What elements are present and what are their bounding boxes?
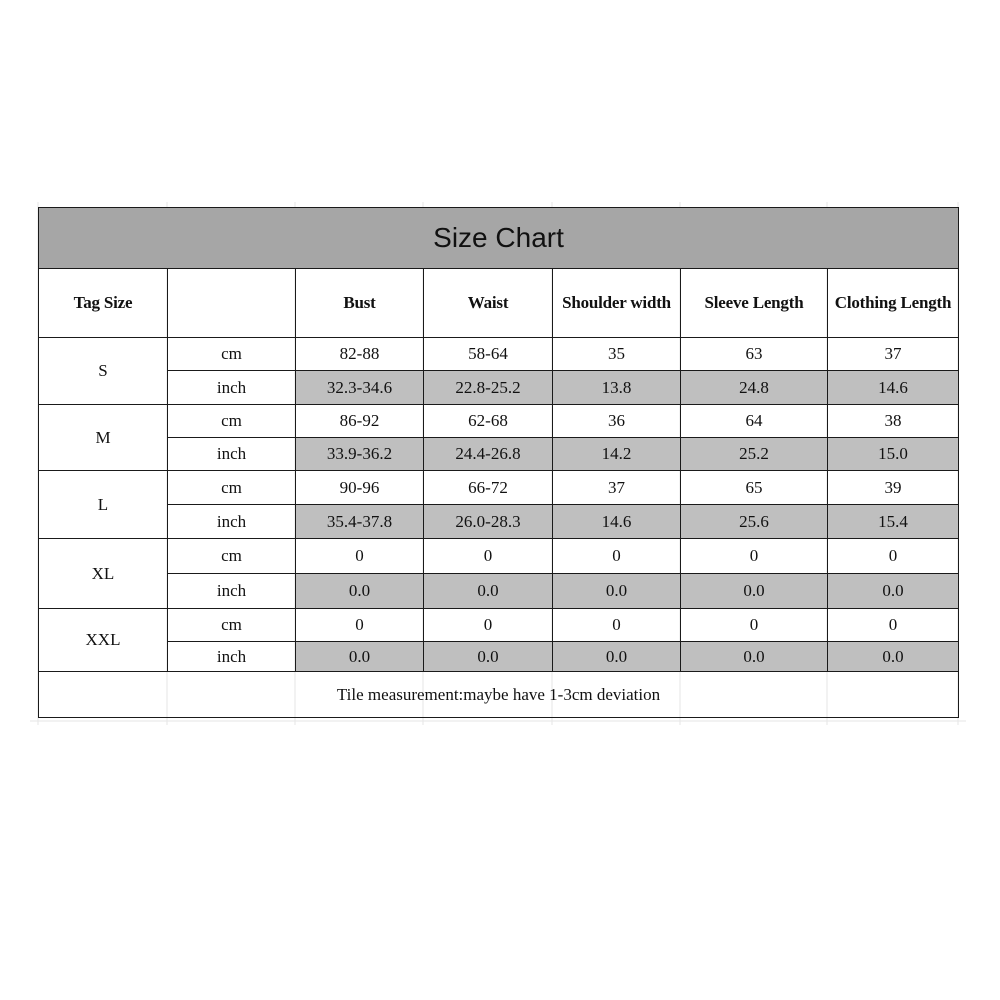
measurement-cell: 26.0-28.3	[424, 505, 553, 539]
measurement-cell: 0.0	[553, 642, 681, 672]
measurement-cell: 22.8-25.2	[424, 371, 553, 405]
header-bust: Bust	[296, 269, 424, 338]
size-rows	[39, 338, 959, 672]
measurement-cell: 14.6	[553, 505, 681, 539]
measurement-cell: 66-72	[424, 471, 553, 505]
measurement-cell: 35.4-37.8	[296, 505, 424, 539]
tag-size-cell: M	[39, 405, 168, 471]
measurement-note: Tile measurement:maybe have 1-3cm deviation	[39, 672, 959, 718]
measurement-cell: 63	[681, 338, 828, 371]
measurement-cell: 64	[681, 405, 828, 438]
measurement-cell: 0	[424, 539, 553, 574]
size-row-inch	[39, 642, 959, 672]
measurement-cell: 0.0	[296, 574, 424, 609]
measurement-cell: 24.8	[681, 371, 828, 405]
unit-cell: inch	[168, 438, 296, 471]
size-row-cm	[39, 405, 959, 438]
tag-size-cell: S	[39, 338, 168, 405]
measurement-cell: 39	[828, 471, 959, 505]
unit-cell: cm	[168, 471, 296, 505]
measurement-cell: 0	[828, 539, 959, 574]
measurement-cell: 0	[424, 609, 553, 642]
header-tag-size: Tag Size	[39, 269, 168, 338]
unit-cell: inch	[168, 574, 296, 609]
measurement-cell: 14.6	[828, 371, 959, 405]
size-chart-title: Size Chart	[39, 208, 959, 269]
note-row	[39, 672, 959, 718]
size-row-cm	[39, 338, 959, 371]
measurement-cell: 0.0	[681, 642, 828, 672]
measurement-cell: 65	[681, 471, 828, 505]
tag-size-cell: L	[39, 471, 168, 539]
measurement-cell: 0	[553, 609, 681, 642]
measurement-cell: 15.4	[828, 505, 959, 539]
measurement-cell: 0	[296, 539, 424, 574]
measurement-cell: 0	[828, 609, 959, 642]
measurement-cell: 0	[296, 609, 424, 642]
header-sleeve-length: Sleeve Length	[681, 269, 828, 338]
measurement-cell: 33.9-36.2	[296, 438, 424, 471]
unit-cell: cm	[168, 609, 296, 642]
measurement-cell: 38	[828, 405, 959, 438]
unit-cell: cm	[168, 539, 296, 574]
unit-cell: inch	[168, 642, 296, 672]
size-row-cm	[39, 471, 959, 505]
measurement-cell: 0	[553, 539, 681, 574]
measurement-cell: 0	[681, 609, 828, 642]
measurement-cell: 35	[553, 338, 681, 371]
header-waist: Waist	[424, 269, 553, 338]
measurement-cell: 25.2	[681, 438, 828, 471]
size-row-inch	[39, 371, 959, 405]
measurement-cell: 58-64	[424, 338, 553, 371]
measurement-cell: 0.0	[424, 642, 553, 672]
size-row-inch	[39, 438, 959, 471]
unit-cell: inch	[168, 505, 296, 539]
measurement-cell: 62-68	[424, 405, 553, 438]
unit-cell: inch	[168, 371, 296, 405]
measurement-cell: 0.0	[424, 574, 553, 609]
measurement-cell: 0.0	[828, 642, 959, 672]
measurement-cell: 0.0	[828, 574, 959, 609]
measurement-cell: 36	[553, 405, 681, 438]
measurement-cell: 86-92	[296, 405, 424, 438]
header-clothing-length: Clothing Length	[828, 269, 959, 338]
header-shoulder-width: Shoulder width	[553, 269, 681, 338]
measurement-cell: 15.0	[828, 438, 959, 471]
measurement-cell: 37	[828, 338, 959, 371]
measurement-cell: 25.6	[681, 505, 828, 539]
title-row	[39, 208, 959, 269]
tag-size-cell: XL	[39, 539, 168, 609]
measurement-cell: 14.2	[553, 438, 681, 471]
measurement-cell: 0.0	[296, 642, 424, 672]
size-row-cm	[39, 539, 959, 574]
unit-cell: cm	[168, 405, 296, 438]
measurement-cell: 0.0	[553, 574, 681, 609]
measurement-cell: 0.0	[681, 574, 828, 609]
size-row-inch	[39, 574, 959, 609]
size-row-inch	[39, 505, 959, 539]
unit-cell: cm	[168, 338, 296, 371]
measurement-cell: 13.8	[553, 371, 681, 405]
size-row-cm	[39, 609, 959, 642]
measurement-cell: 0	[681, 539, 828, 574]
measurement-cell: 90-96	[296, 471, 424, 505]
header-unit-blank	[168, 269, 296, 338]
size-chart-table	[38, 207, 959, 718]
measurement-cell: 82-88	[296, 338, 424, 371]
measurement-cell: 37	[553, 471, 681, 505]
header-row	[39, 269, 959, 338]
measurement-cell: 32.3-34.6	[296, 371, 424, 405]
measurement-cell: 24.4-26.8	[424, 438, 553, 471]
tag-size-cell: XXL	[39, 609, 168, 672]
